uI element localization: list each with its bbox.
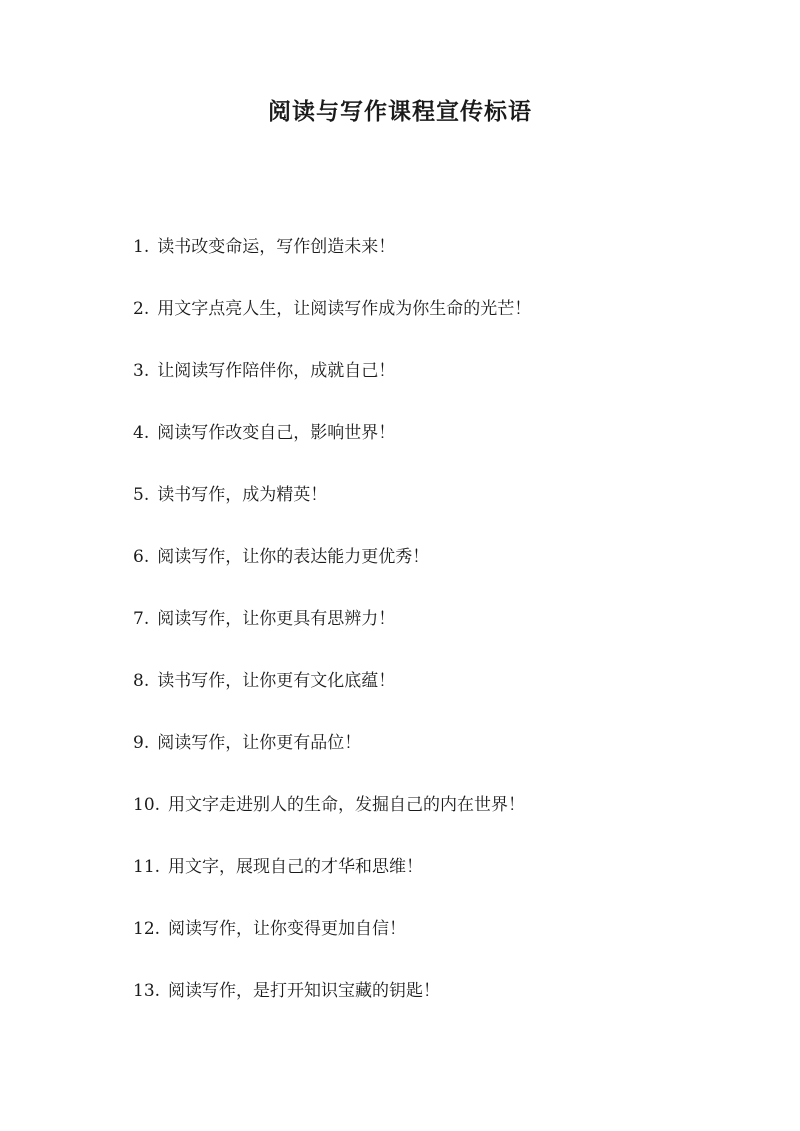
- item-number: 13 .: [133, 979, 160, 1003]
- item-number: 7 .: [133, 607, 149, 631]
- item-text: 阅读写作，让你更具有思辨力！: [157, 609, 396, 629]
- item-text: 读书写作，让你更有文化底蕴！: [157, 671, 396, 691]
- item-text: 阅读写作，让你更有品位！: [157, 733, 362, 753]
- item-text: 阅读写作改变自己，影响世界！: [157, 423, 396, 443]
- item-number: 1 .: [133, 235, 149, 259]
- item-text: 阅读写作，让你变得更加自信！: [168, 919, 407, 939]
- list-item: [133, 650, 531, 712]
- item-text: 让阅读写作陪伴你，成就自己！: [157, 361, 396, 381]
- page-title: 阅读与写作课程宣传标语: [268, 98, 532, 125]
- item-number: 3 .: [133, 359, 149, 383]
- item-text: 用文字，展现自己的才华和思维！: [168, 857, 424, 877]
- list-item: [133, 402, 531, 464]
- item-text: 阅读写作，是打开知识宝藏的钥匙！: [168, 981, 441, 1001]
- slogan-list: [133, 216, 531, 1022]
- item-number: 6 .: [133, 545, 149, 569]
- item-number: 2 .: [133, 297, 149, 321]
- list-item: [133, 712, 531, 774]
- list-item: [133, 836, 531, 898]
- list-item: [133, 898, 531, 960]
- item-text: 读书改变命运，写作创造未来！: [157, 237, 396, 257]
- item-number: 10 .: [133, 793, 160, 817]
- item-number: 5 .: [133, 483, 149, 507]
- item-text: 用文字走进别人的生命，发掘自己的内在世界！: [168, 795, 526, 815]
- list-item: [133, 278, 531, 340]
- list-item: [133, 774, 531, 836]
- list-item: [133, 340, 531, 402]
- item-number: 12 .: [133, 917, 160, 941]
- item-text: 用文字点亮人生，让阅读写作成为你生命的光芒！: [157, 299, 532, 319]
- item-text: 读书写作，成为精英！: [157, 485, 328, 505]
- item-number: 11 .: [133, 855, 160, 879]
- item-number: 4 .: [133, 421, 149, 445]
- list-item: [133, 588, 531, 650]
- list-item: [133, 526, 531, 588]
- list-item: [133, 960, 531, 1022]
- list-item: [133, 216, 531, 278]
- item-text: 阅读写作，让你的表达能力更优秀！: [157, 547, 430, 567]
- item-number: 9 .: [133, 731, 149, 755]
- item-number: 8 .: [133, 669, 149, 693]
- list-item: [133, 464, 531, 526]
